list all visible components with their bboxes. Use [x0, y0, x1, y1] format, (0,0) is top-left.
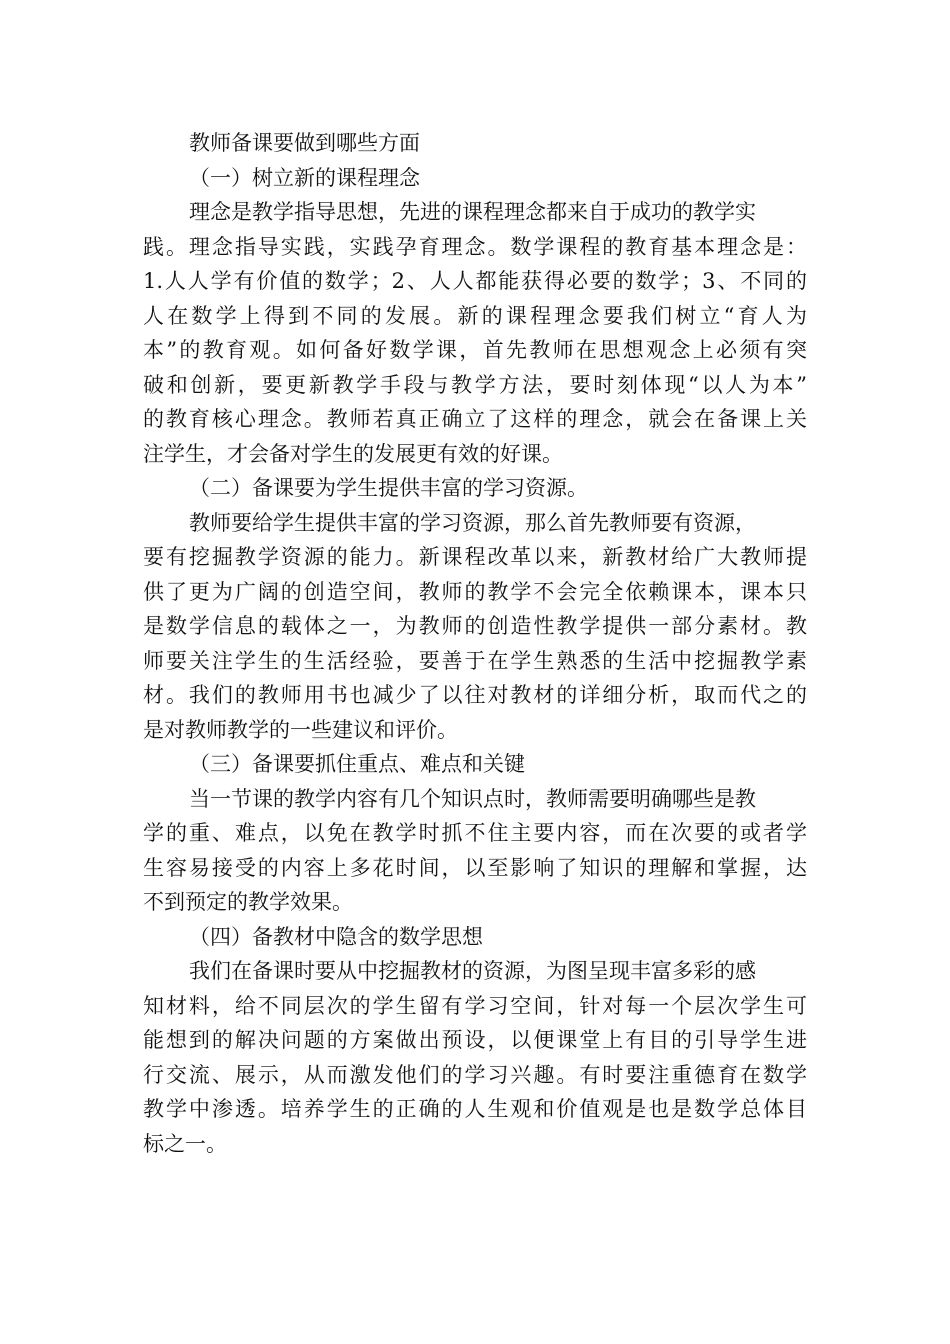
- paragraph-line: 师要关注学生的生活经验，要善于在学生熟悉的生活中挖掘教学素: [143, 648, 807, 673]
- paragraph-line: 当一节课的教学内容有几个知识点时，教师需要明确哪些是教: [189, 786, 756, 811]
- section-heading-3: （三）备课要抓住重点、难点和关键: [189, 752, 525, 776]
- paragraph-line: 本”的教育观。如何备好数学课，首先教师在思想观念上必须有突: [143, 338, 807, 362]
- paragraph-line: 破和创新，要更新教学手段与教学方法，要时刻体现“以人为本”: [143, 372, 807, 397]
- section-heading-2: （二）备课要为学生提供丰富的学习资源。: [189, 476, 588, 500]
- paragraph-line: 的教育核心理念。教师若真正确立了这样的理念，就会在备课上关: [143, 407, 807, 431]
- paragraph-line: 理念是教学指导思想，先进的课程理念都来自于成功的教学实: [189, 200, 756, 224]
- section-heading-4: （四）备教材中隐含的数学思想: [189, 924, 483, 949]
- section-heading-1: （一）树立新的课程理念: [189, 165, 420, 190]
- paragraph-line: 生容易接受的内容上多花时间，以至影响了知识的理解和掌握，达: [143, 855, 807, 880]
- paragraph-line: 是数学信息的载体之一，为教师的创造性教学提供一部分素材。教: [143, 614, 807, 638]
- paragraph-line: 能想到的解决问题的方案做出预设，以便课堂上有目的引导学生进: [143, 1028, 807, 1052]
- paragraph-line: 教学中渗透。培养学生的正确的人生观和价值观是也是数学总体目: [143, 1097, 807, 1121]
- paragraph-line: 不到预定的教学效果。: [143, 890, 353, 914]
- paragraph-line: 要有挖掘教学资源的能力。新课程改革以来，新教材给广大教师提: [143, 545, 807, 569]
- paragraph-line: 践。理念指导实践，实践孕育理念。数学课程的教育基本理念是：: [143, 234, 807, 259]
- paragraph-line: 是对教师教学的一些建议和评价。: [143, 717, 458, 742]
- paragraph-line: 标之一。: [143, 1131, 227, 1156]
- paragraph-line: 我们在备课时要从中挖掘教材的资源，为图呈现丰富多彩的感: [189, 959, 756, 983]
- paragraph-line: 供了更为广阔的创造空间，教师的教学不会完全依赖课本，课本只: [143, 579, 807, 604]
- paragraph-line: 学的重、难点，以免在教学时抓不住主要内容，而在次要的或者学: [143, 821, 807, 845]
- document-title: 教师备课要做到哪些方面: [189, 131, 420, 155]
- paragraph-line: 教师要给学生提供丰富的学习资源，那么首先教师要有资源，: [189, 510, 756, 535]
- document-body: [143, 126, 807, 1161]
- paragraph-line: 知材料，给不同层次的学生留有学习空间，针对每一个层次学生可: [143, 993, 807, 1018]
- paragraph-line: 材。我们的教师用书也减少了以往对教材的详细分析，取而代之的: [143, 683, 807, 707]
- paragraph-line: 1.人人学有价值的数学；2、人人都能获得必要的数学；3、不同的: [143, 269, 807, 293]
- paragraph-line: 行交流、展示，从而激发他们的学习兴趣。有时要注重德育在数学: [143, 1062, 807, 1087]
- paragraph-line: 注学生，才会备对学生的发展更有效的好课。: [143, 441, 563, 466]
- paragraph-line: 人在数学上得到不同的发展。新的课程理念要我们树立“育人为: [143, 303, 807, 328]
